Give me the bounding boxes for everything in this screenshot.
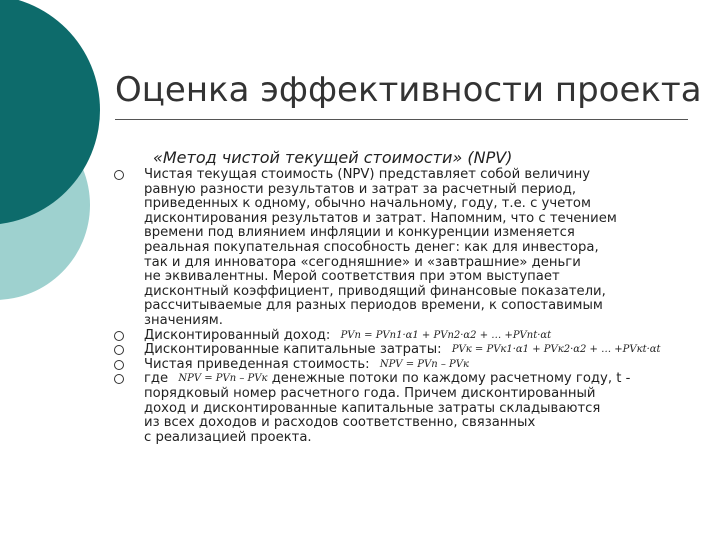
text-line: с реализацией проекта.: [144, 429, 312, 445]
text-line: так и для инноватора «сегодняшние» и «завтрашние» деньги: [144, 254, 581, 270]
where-first-line: денежные потоки по каждому расчетному году, t -: [271, 371, 631, 387]
text-line: равную разности результатов и затрат за расчетный период,: [144, 181, 577, 197]
discounted-costs-formula: PVк = PVк1·α1 + PVк2·α2 + … +PVкt·αt: [451, 344, 661, 356]
text-line: порядковый номер расчетного года. Причем дисконтированный: [144, 385, 596, 401]
discounted-income-formula: PVп = PVп1·α1 + PVп2·α2 + … +PVпt·αt: [340, 329, 552, 341]
text-line: дисконтирования результатов и затрат. Напомним, что с течением: [144, 210, 617, 226]
text-line: реальная покупательная способность денег: как для инвестора,: [144, 239, 599, 255]
text-line: из всех доходов и расходов соответственно, связанных: [144, 415, 536, 431]
ring-bullet-icon: [114, 360, 124, 370]
bullet-where: [114, 372, 694, 445]
title-divider: [115, 119, 688, 120]
where-text: [144, 372, 694, 445]
slide-title: Оценка эффективности проекта: [115, 70, 702, 110]
ring-bullet-icon: [114, 345, 124, 355]
npv-definition-text: [144, 168, 694, 329]
ring-bullet-icon: [114, 374, 124, 384]
where-formula: NPV = PVп – PVк: [178, 373, 268, 385]
ring-bullet-icon: [114, 170, 124, 180]
text-line: приведенных к одному, обычно начальному, году, т.е. с учетом: [144, 196, 591, 212]
text-line: дисконтный коэффициент, приводящий финансовые показатели,: [144, 283, 606, 299]
npv-label: Чистая приведенная стоимость:: [144, 356, 370, 372]
discounted-income-label: Дисконтированный доход:: [144, 327, 331, 343]
bullet-discounted-income: [114, 329, 694, 344]
discounted-costs-label: Дисконтированные капитальные затраты:: [144, 342, 442, 358]
where-prefix: где: [144, 371, 169, 387]
bullet-npv: [114, 358, 694, 373]
bullet-npv-definition: [114, 168, 694, 329]
ring-bullet-icon: [114, 331, 124, 341]
text-line: доход и дисконтированные капитальные затраты складываются: [144, 400, 601, 416]
text-line: не эквивалентны. Мерой соответствия при этом выступает: [144, 269, 560, 285]
text-line: значениям.: [144, 312, 223, 328]
text-line: рассчитываемые для разных периодов времени, к сопоставимым: [144, 298, 603, 314]
bullet-discounted-costs: [114, 343, 694, 358]
text-line: времени под влиянием инфляции и конкуренции изменяется: [144, 225, 575, 241]
bullet-list: [114, 168, 694, 445]
text-line: Чистая текущая стоимость (NPV) представляет собой величину: [144, 167, 591, 182]
slide-subtitle: «Метод чистой текущей стоимости» (NPV): [153, 148, 513, 167]
decorative-circles: [0, 0, 100, 300]
npv-formula: NPV = PVп – PVк: [379, 358, 469, 370]
